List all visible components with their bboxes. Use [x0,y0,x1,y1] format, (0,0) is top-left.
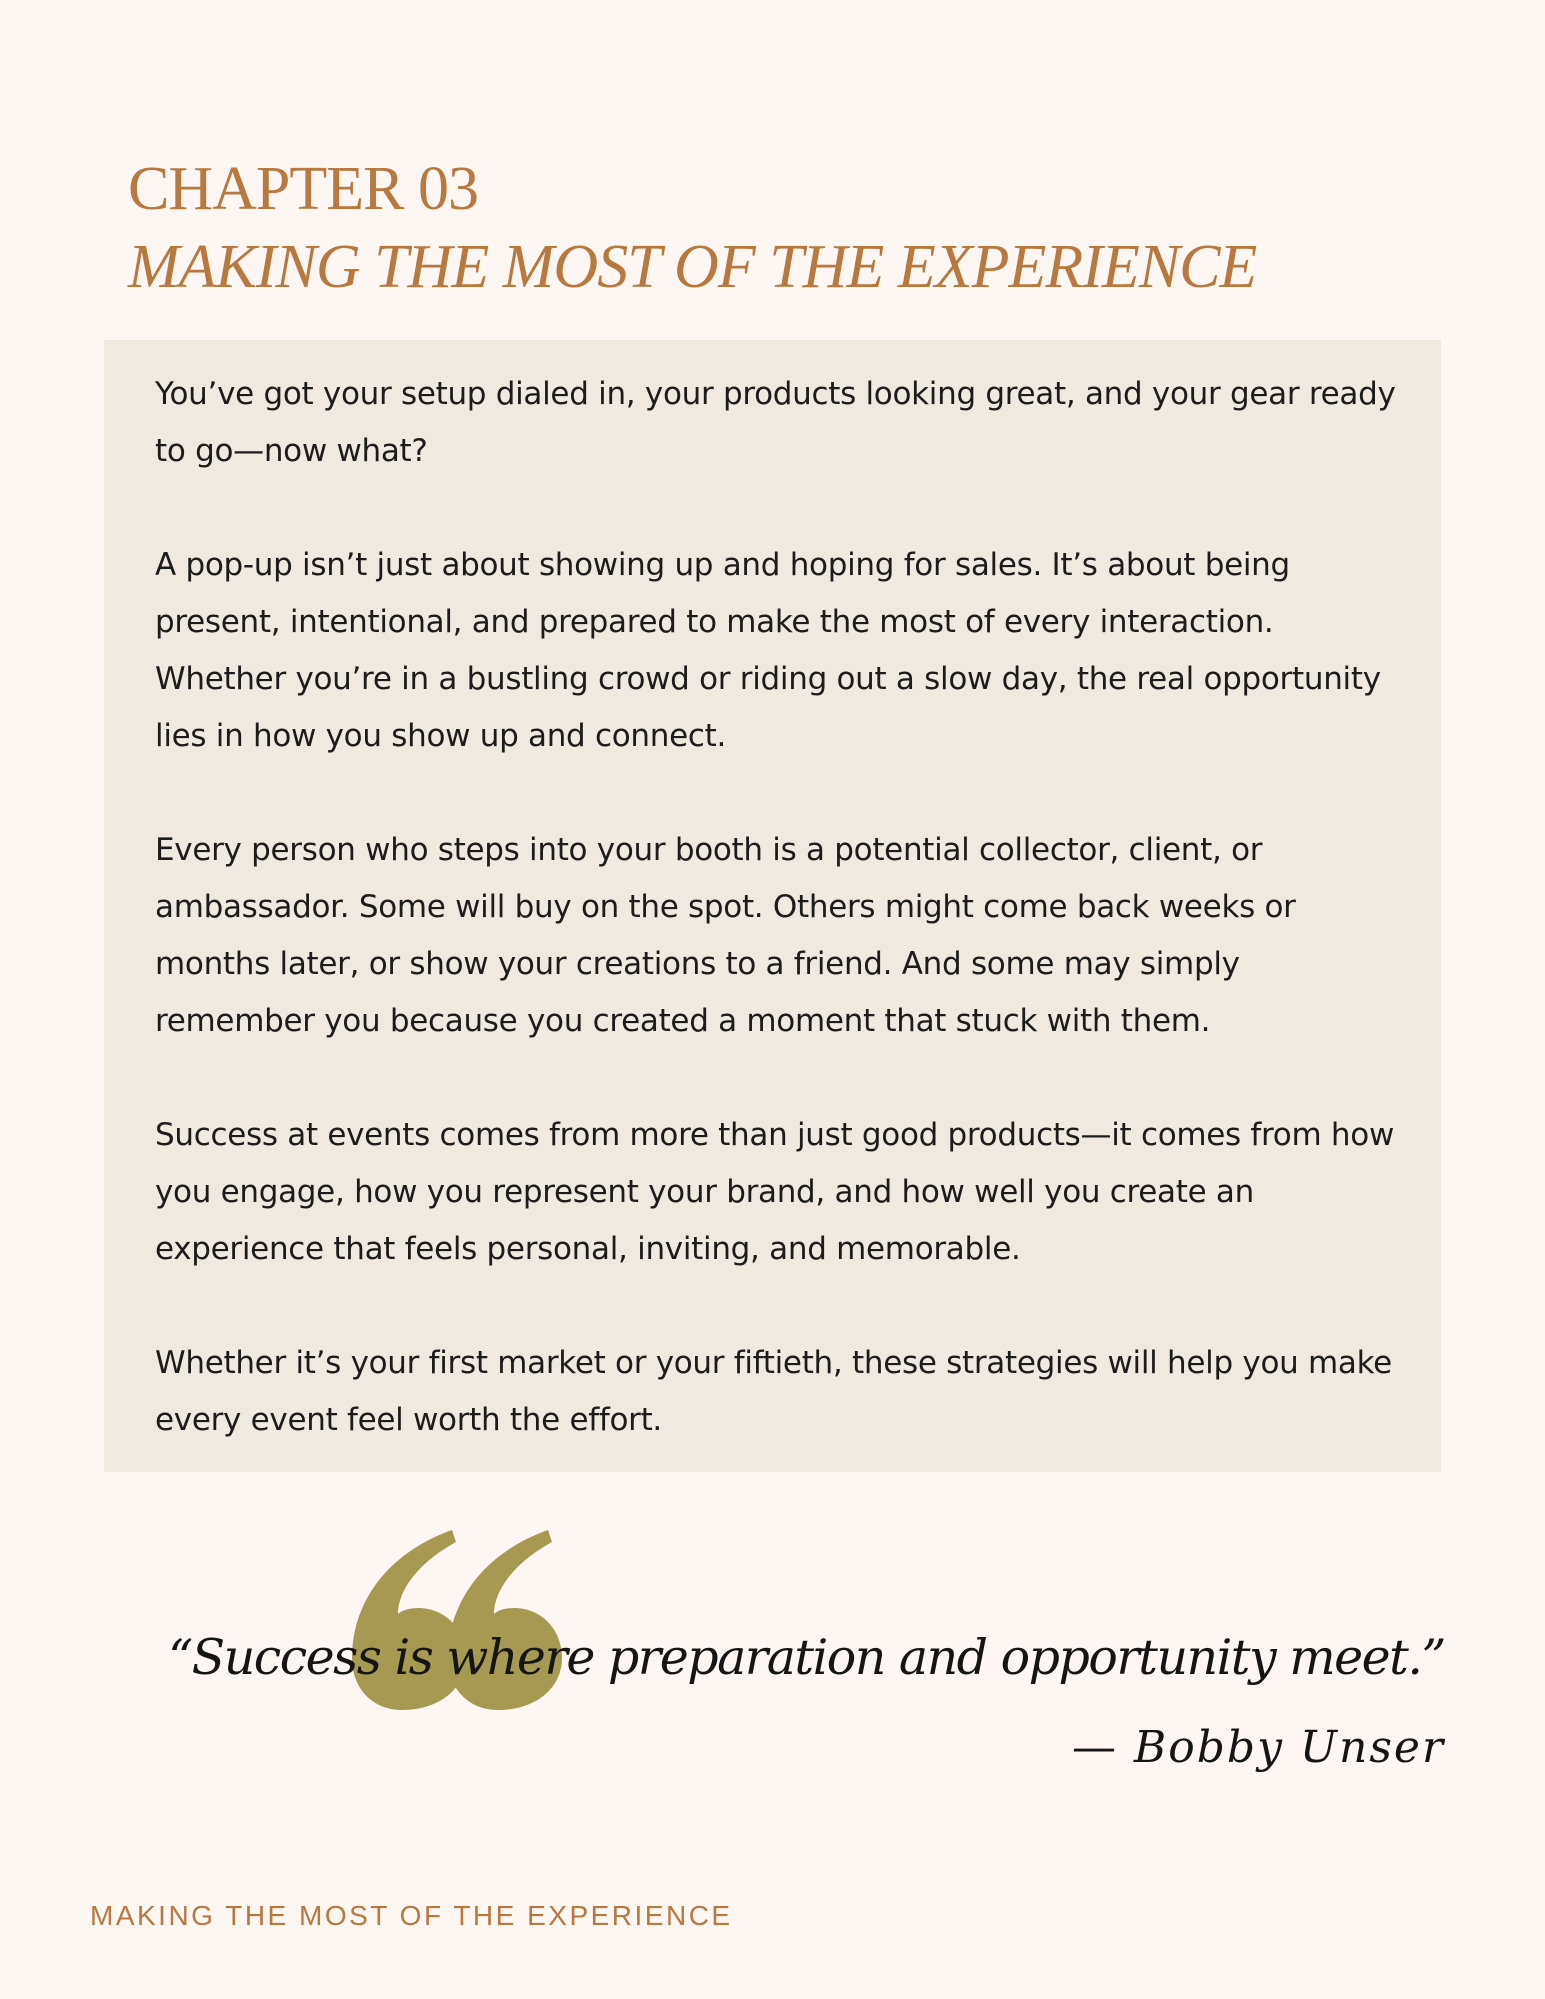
body-paragraph-4: Success at events comes from more than just good products—it comes from how you engage, how you represent your brand, and how well you create an experience that feels personal, inviting, and memorable. [155,1117,1394,1267]
footer-label: MAKING THE MOST OF THE EXPERIENCE [90,1900,733,1931]
pull-quote [0,1530,1545,1790]
body-text-panel [104,340,1441,1472]
chapter-heading [128,150,1256,306]
body-paragraph-1: You’ve got your setup dialed in, your products looking great, and your gear ready to go—now what? [155,376,1396,469]
body-paragraph-2: A pop-up isn’t just about showing up and hoping for sales. It’s about being present, intentional, and prepared to make the most of every interaction. Whether you’re in a bustling crowd or riding out a slow day, the real opportunity lies in how you show up and connect. [155,547,1381,754]
body-paragraph-5: Whether it’s your first market or your fiftieth, these strategies will help you make every event feel worth the effort. [155,1345,1392,1438]
chapter-title: MAKING THE MOST OF THE EXPERIENCE [128,233,1257,301]
body-paragraph-3: Every person who steps into your booth is a potential collector, client, or ambassador. Some will buy on the spot. Others might come back weeks or months later, or show your creations to a friend. And some may simply remember you because you created a moment that stuck with them. [155,832,1296,1039]
quote-text: “Success is where preparation and opportunity meet.” [168,1629,1445,1686]
chapter-number: CHAPTER 03 [128,155,478,223]
quote-author: — Bobby Unser [1071,1722,1445,1773]
